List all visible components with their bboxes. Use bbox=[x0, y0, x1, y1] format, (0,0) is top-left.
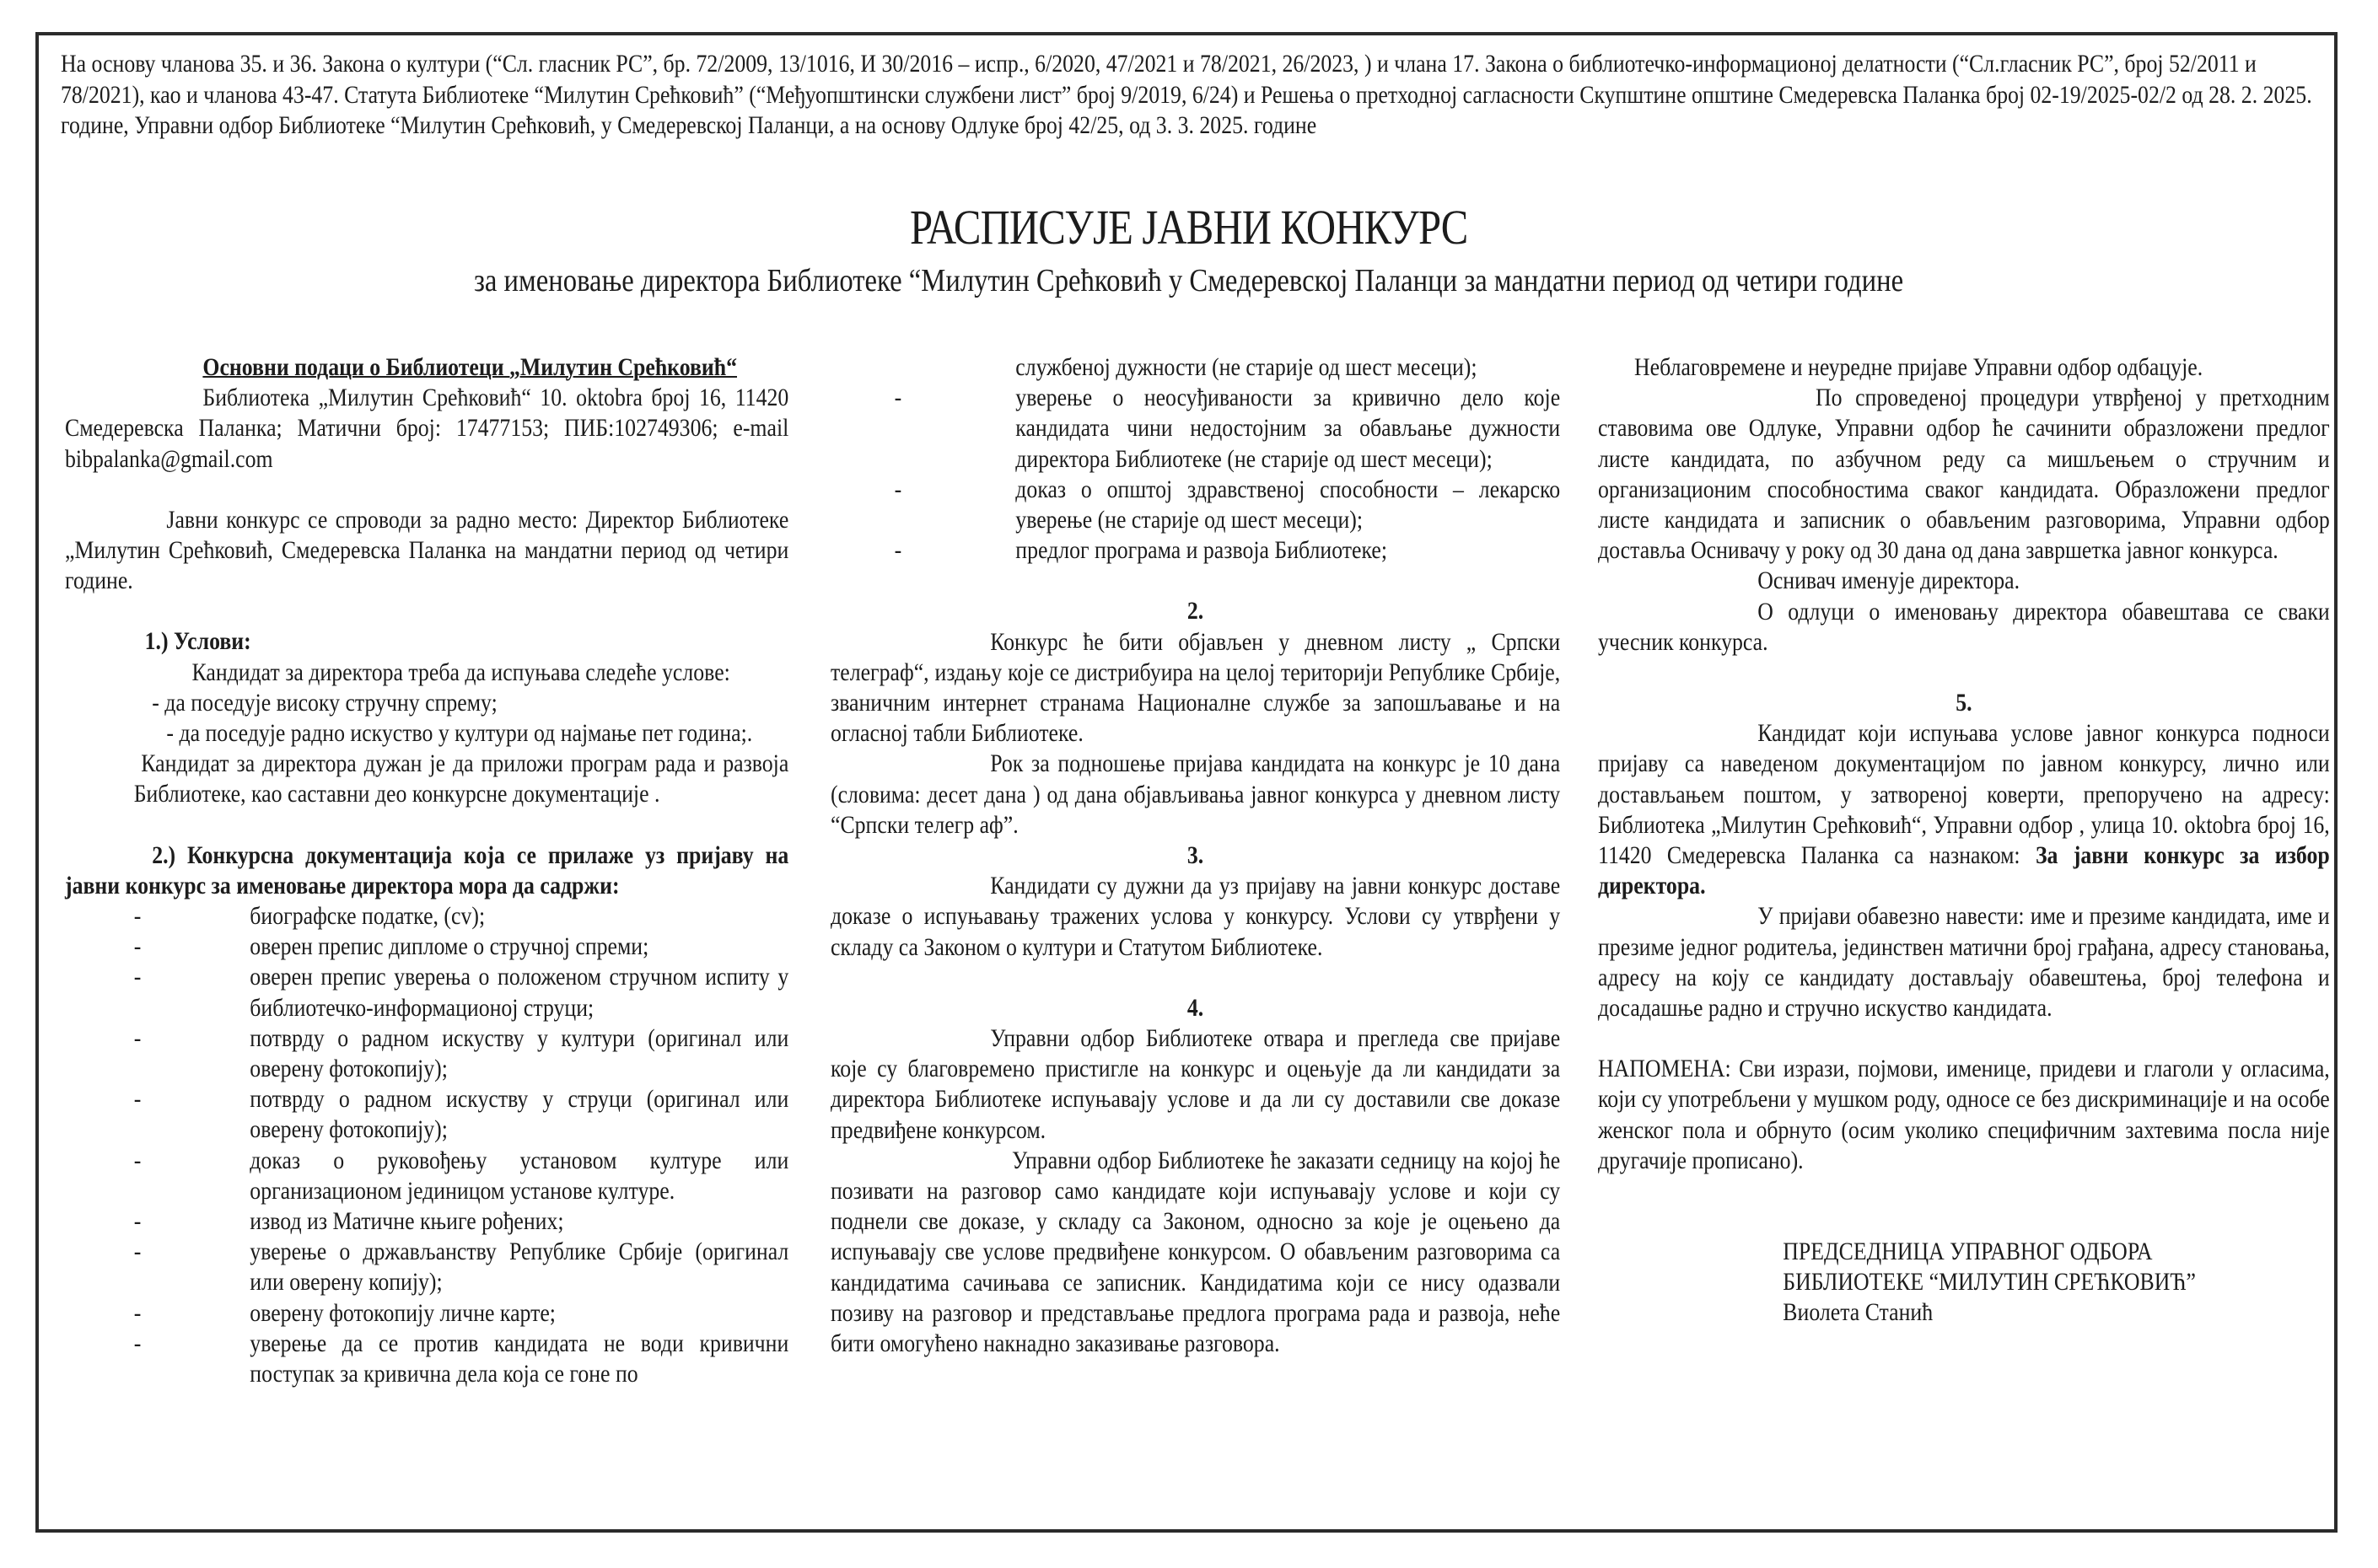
section-4-number: 4. bbox=[1186, 993, 1204, 1022]
submission-label: За јавни конкурс за избор директора. bbox=[1598, 841, 2330, 900]
subtitle-text: за именовање директора Библиотеке “Милутин Срећковић у Смедеревској Паланци за мандатни период од четири године bbox=[474, 263, 1904, 298]
required-documents-list-continued bbox=[831, 352, 1560, 566]
list-item: - предлог програма и развоја Библиотеке; bbox=[894, 536, 1388, 565]
document-subtitle bbox=[0, 261, 2378, 300]
right-column bbox=[1598, 352, 2330, 1328]
note-paragraph: НАПОМЕНА: Сви изрази, појмови, именице, придеви и глаголи у огласима, који су употребљени у мушком роду, односе се без дискриминације и на особе женског пола и обрнуто (осим уколико специфичним захтевима посла није другачије прописано). bbox=[1598, 1055, 2330, 1174]
docs-heading: 2.) Конкурсна документација која се прилаже уз пријаву на јавни конкурс за именовање директора мора да садржи: bbox=[65, 840, 789, 899]
basic-info: Библиотека „Милутин Срећковић“ 10. oktobra број 16, 11420 Смедеревска Паланка; Матични број: 17477153; ПИБ:102749306; e-mail bibpalanka@gmail.com bbox=[65, 384, 789, 473]
list-item: - потврду о радном искуству у култури (оригинал или оверену фотокопију); bbox=[133, 1023, 789, 1083]
list-item-continuation: службеној дужности (не старије од шест месеци); bbox=[1015, 353, 1477, 381]
list-item: - уверење да се против кандидата не води кривични поступак за кривична дела која се гоне по bbox=[133, 1329, 789, 1388]
preamble-text: На основу чланова 35. и 36. Закона о култури (“Сл. гласник РС”, бр. 72/2009, 13/1016, И 30/2016 – испр., 6/2020, 47/2021 и 78/2021, 26/2023, ) и члана 17. Закона о библиотечко-информационој делатности (“Сл.гласник РС”, број 52/2011 и 78/2021), као и чланова 43-47. Статута Библиотеке “Милутин Срећковић” (“Међуопштински службени лист” број 9/2019, 6/24) и Решења о претходној сагласности Скупштине општине Смедеревска Паланка број 02-19/2025-02/2 од 28. 2. 2025. године, Управни одбор Библиотеке “Милутин Срећковић, у Смедеревској Паланци, а на основу Одлуке број 42/25, од 3. 3. 2025. године bbox=[61, 50, 2312, 139]
application-fields-paragraph: У пријави обавезно навести: име и презиме кандидата, име и презиме једног родитеља, јединствен матични број грађана, адресу становања, адресу на коју се кандидату достављају обавештења, број телефона и досадашње радно и стручно искуство кандидата. bbox=[1598, 902, 2330, 1023]
review-paragraph: Управни одбор Библиотеке отвара и прегледа све пријаве које су благовремено пристигле на конкурс и оцењује да ли кандидати за директора Библиотеке испуњавају услове и да ли су доставили све доказе предвиђене конкурсом. bbox=[831, 1024, 1561, 1144]
preamble-paragraph bbox=[61, 49, 2316, 142]
basic-info-heading: Основни подаци о Библиотеци „Милутин Срећковић“ bbox=[202, 353, 738, 381]
signature-title-line2: БИБЛИОТЕКЕ “МИЛУТИН СРЕЋКОВИЋ” bbox=[1783, 1268, 2196, 1297]
position-paragraph: Јавни конкурс се спроводи за радно место: Директор Библиотеке „Милутин Срећковић, Смедеревска Паланка на мандатни период од четири године. bbox=[65, 505, 789, 595]
signature-block bbox=[1598, 1237, 2330, 1328]
signature-title-line1: ПРЕДСЕДНИЦА УПРАВНОГ ОДБОРА bbox=[1783, 1238, 2153, 1266]
section-2-number: 2. bbox=[1186, 597, 1204, 626]
founder-paragraph: Оснивач именује директора. bbox=[1757, 567, 2020, 595]
procedure-paragraph: По спроведеној процедури утврђеној у претходним ставовима ове Одлуке, Управни одбор ће сачинити образложени предлог листе кандидата, по азбучном реду са мишљењем о стручним и организационим способностима сваког кандидата. Образложени предлог листе кандидата и записник о обављеним разговорима, Управни одбор доставља Оснивачу у року од 30 дана од дана завршетка јавног конкурса. bbox=[1598, 384, 2330, 565]
signature-name: Виолета Станић bbox=[1783, 1298, 1934, 1327]
title-text: РАСПИСУЈЕ ЈАВНИ КОНКУРС bbox=[910, 200, 1468, 255]
conditions-heading: 1.) Услови: bbox=[144, 627, 251, 656]
notice-paragraph: О одлуци о именовању директора обавештава се сваки учесник конкурса. bbox=[1598, 597, 2330, 656]
document-title bbox=[0, 201, 2378, 255]
list-item: - уверење о неосуђиваности за кривично дело које кандидата чини недостојним за обављање дужности директора Библиотеке (не старије од шест месеци); bbox=[894, 384, 1561, 473]
rejection-paragraph: Неблаговремене и неуредне пријаве Управни одбор одбацује. bbox=[1634, 353, 2203, 381]
conditions-intro: Кандидат за директора треба да испуњава следеће услове: bbox=[191, 658, 730, 686]
list-item: - извод из Матичне књиге рођених; bbox=[133, 1207, 564, 1236]
list-item: - уверење о држављанству Републике Србије (оригинал или оверену копију); bbox=[133, 1238, 789, 1297]
list-item: - доказ о општој здравственој способности – лекарско уверење (не старије од шест месеци); bbox=[894, 475, 1561, 534]
proof-paragraph: Кандидати су дужни да уз пријаву на јавни конкурс доставе доказе о испуњавању тражених услова у конкурсу. Услови су утврђени у складу са Законом о култури и Статутом Библиотеке. bbox=[831, 872, 1561, 961]
publication-paragraph: Конкурс ће бити објављен у дневном листу „ Српски телеграф“, издању које се дистрибуира на целој територији Републике Србије, званичним интернет странама Националне службе за запошљавање и на огласној табли Библиотеке. bbox=[831, 627, 1561, 748]
required-documents-list bbox=[65, 901, 788, 1389]
list-item: - потврду о радном искуству у струци (оригинал или оверену фотокопију); bbox=[133, 1085, 789, 1144]
condition-2: - да поседује радно искуство у култури од најмање пет година;. bbox=[166, 719, 753, 748]
list-item: - оверен препис дипломе о стручној спреми; bbox=[133, 932, 649, 961]
section-5-number: 5. bbox=[1956, 689, 1972, 717]
left-column bbox=[65, 352, 788, 1389]
submission-paragraph: Кандидат који испуњава услове јавног конкурса подноси пријаву са наведеном документацијом по јавном конкурсу, лично или достављањем поштом, у затвореној коверти, препоручено на адресу: Библиотека „Милутин Срећковић“, Управни одбор , улица 10. oktobra број 16, 11420 Смедеревска Паланка са назнаком: За јавни конкурс за избор директора. bbox=[1598, 719, 2330, 900]
deadline-paragraph: Рок за подношење пријава кандидата на конкурс је 10 дана (словима: десет дана ) од дана објављивања јавног конкурса у дневном листу “Српски телегр аф”. bbox=[831, 749, 1561, 839]
section-3-number: 3. bbox=[1186, 841, 1204, 870]
program-note: Кандидат за директора дужан је да приложи програм рада и развоја Библиотеке, као саставни део конкурсне документације . bbox=[133, 749, 789, 808]
list-item: - доказ о руковођењу установом културе или организационом јединицом установе културе. bbox=[133, 1146, 789, 1205]
condition-1: - да поседује високу стручну спрему; bbox=[152, 688, 498, 717]
list-item: - биографске податке, (cv); bbox=[133, 902, 486, 931]
list-item: - оверен препис уверења о положеном стручном испиту у библиотечко-информационој струци; bbox=[133, 963, 789, 1022]
middle-column bbox=[831, 352, 1560, 1359]
interview-paragraph: Управни одбор Библиотеке ће заказати седницу на којој ће позивати на разговор само кандидате који испуњавају услове и који су поднели све доказе, у складу са Законом, односно за које је оцењено да испуњавају све услове предвиђене конкурсом. О обављеним разговорима са кандидатима сачињава се записник. Кандидатима који се нису одазвали позиву на разговор и представљање предлога програма рада и развоја, неће бити омогућено накнадно заказивање разговора. bbox=[831, 1146, 1561, 1358]
list-item: - оверену фотокопију личне карте; bbox=[133, 1298, 556, 1327]
